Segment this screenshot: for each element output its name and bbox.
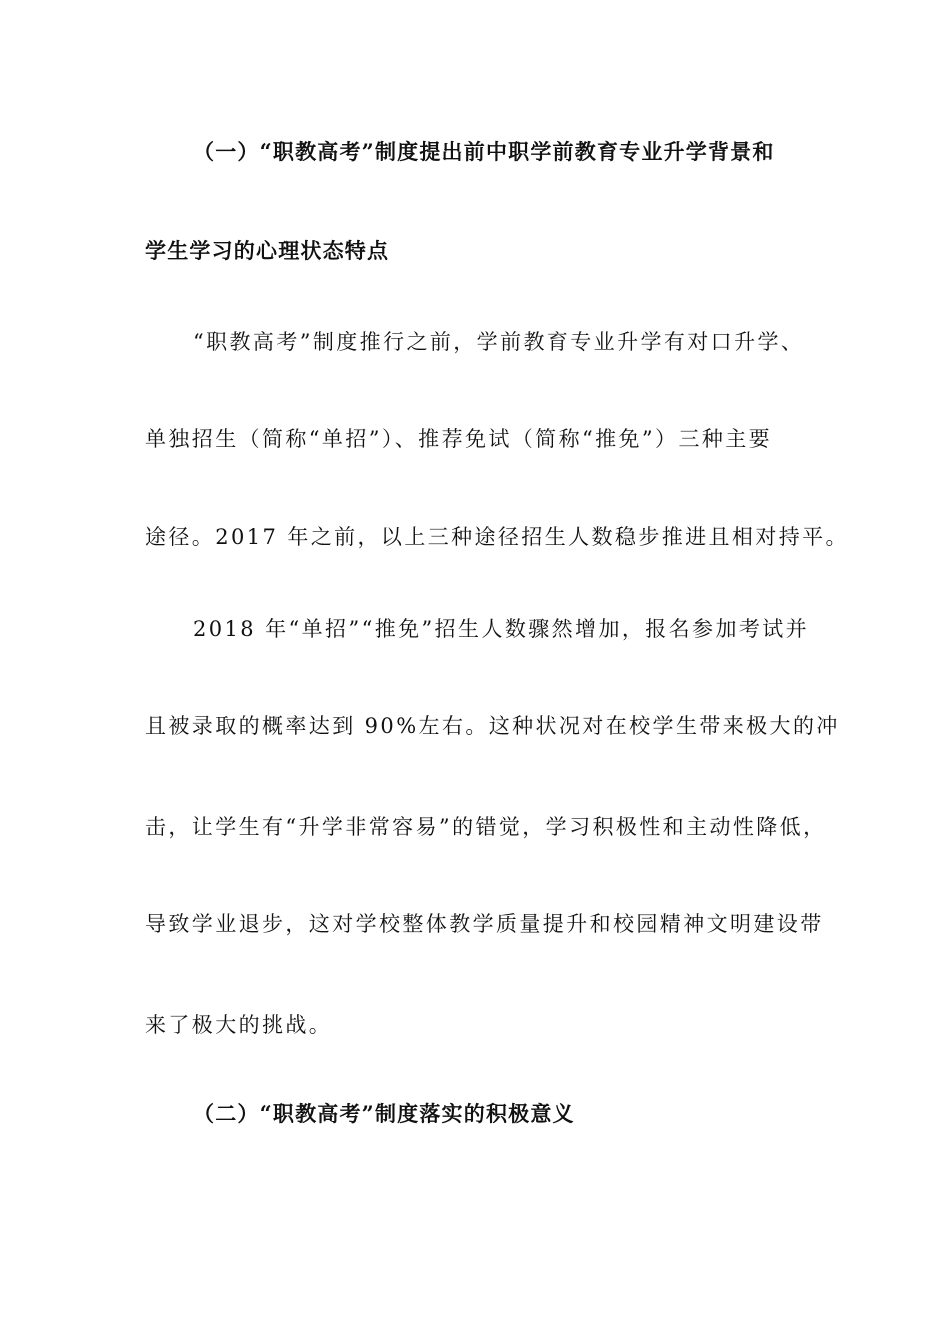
paragraph-2-line-2: 且被录取的概率达到 90%左右。这种状况对在校学生带来极大的冲 bbox=[145, 714, 840, 738]
paragraph-2-line-1: 2018 年“单招”“推免”招生人数骤然增加，报名参加考试并 bbox=[193, 617, 810, 641]
paragraph-1-line-3: 途径。2017 年之前，以上三种途径招生人数稳步推进且相对持平。 bbox=[145, 525, 849, 549]
paragraph-2-line-4: 导致学业退步，这对学校整体教学质量提升和校园精神文明建设带 bbox=[145, 912, 824, 936]
paragraph-2-line-5: 来了极大的挑战。 bbox=[145, 1013, 333, 1037]
paragraph-1-line-1: “职教高考”制度推行之前，学前教育专业升学有对口升学、 bbox=[193, 330, 805, 354]
paragraph-1-line-2: 单独招生（简称“单招”）、推荐免试（简称“推免”）三种主要 bbox=[145, 427, 773, 451]
section-heading-1-line-1: （一）“职教高考”制度提出前中职学前教育专业升学背景和 bbox=[193, 139, 775, 164]
section-heading-2: （二）“职教高考”制度落实的积极意义 bbox=[193, 1101, 575, 1126]
section-heading-1-line-2: 学生学习的心理状态特点 bbox=[145, 238, 390, 263]
paragraph-2-line-3: 击，让学生有“升学非常容易”的错觉，学习积极性和主动性降低， bbox=[145, 815, 827, 839]
